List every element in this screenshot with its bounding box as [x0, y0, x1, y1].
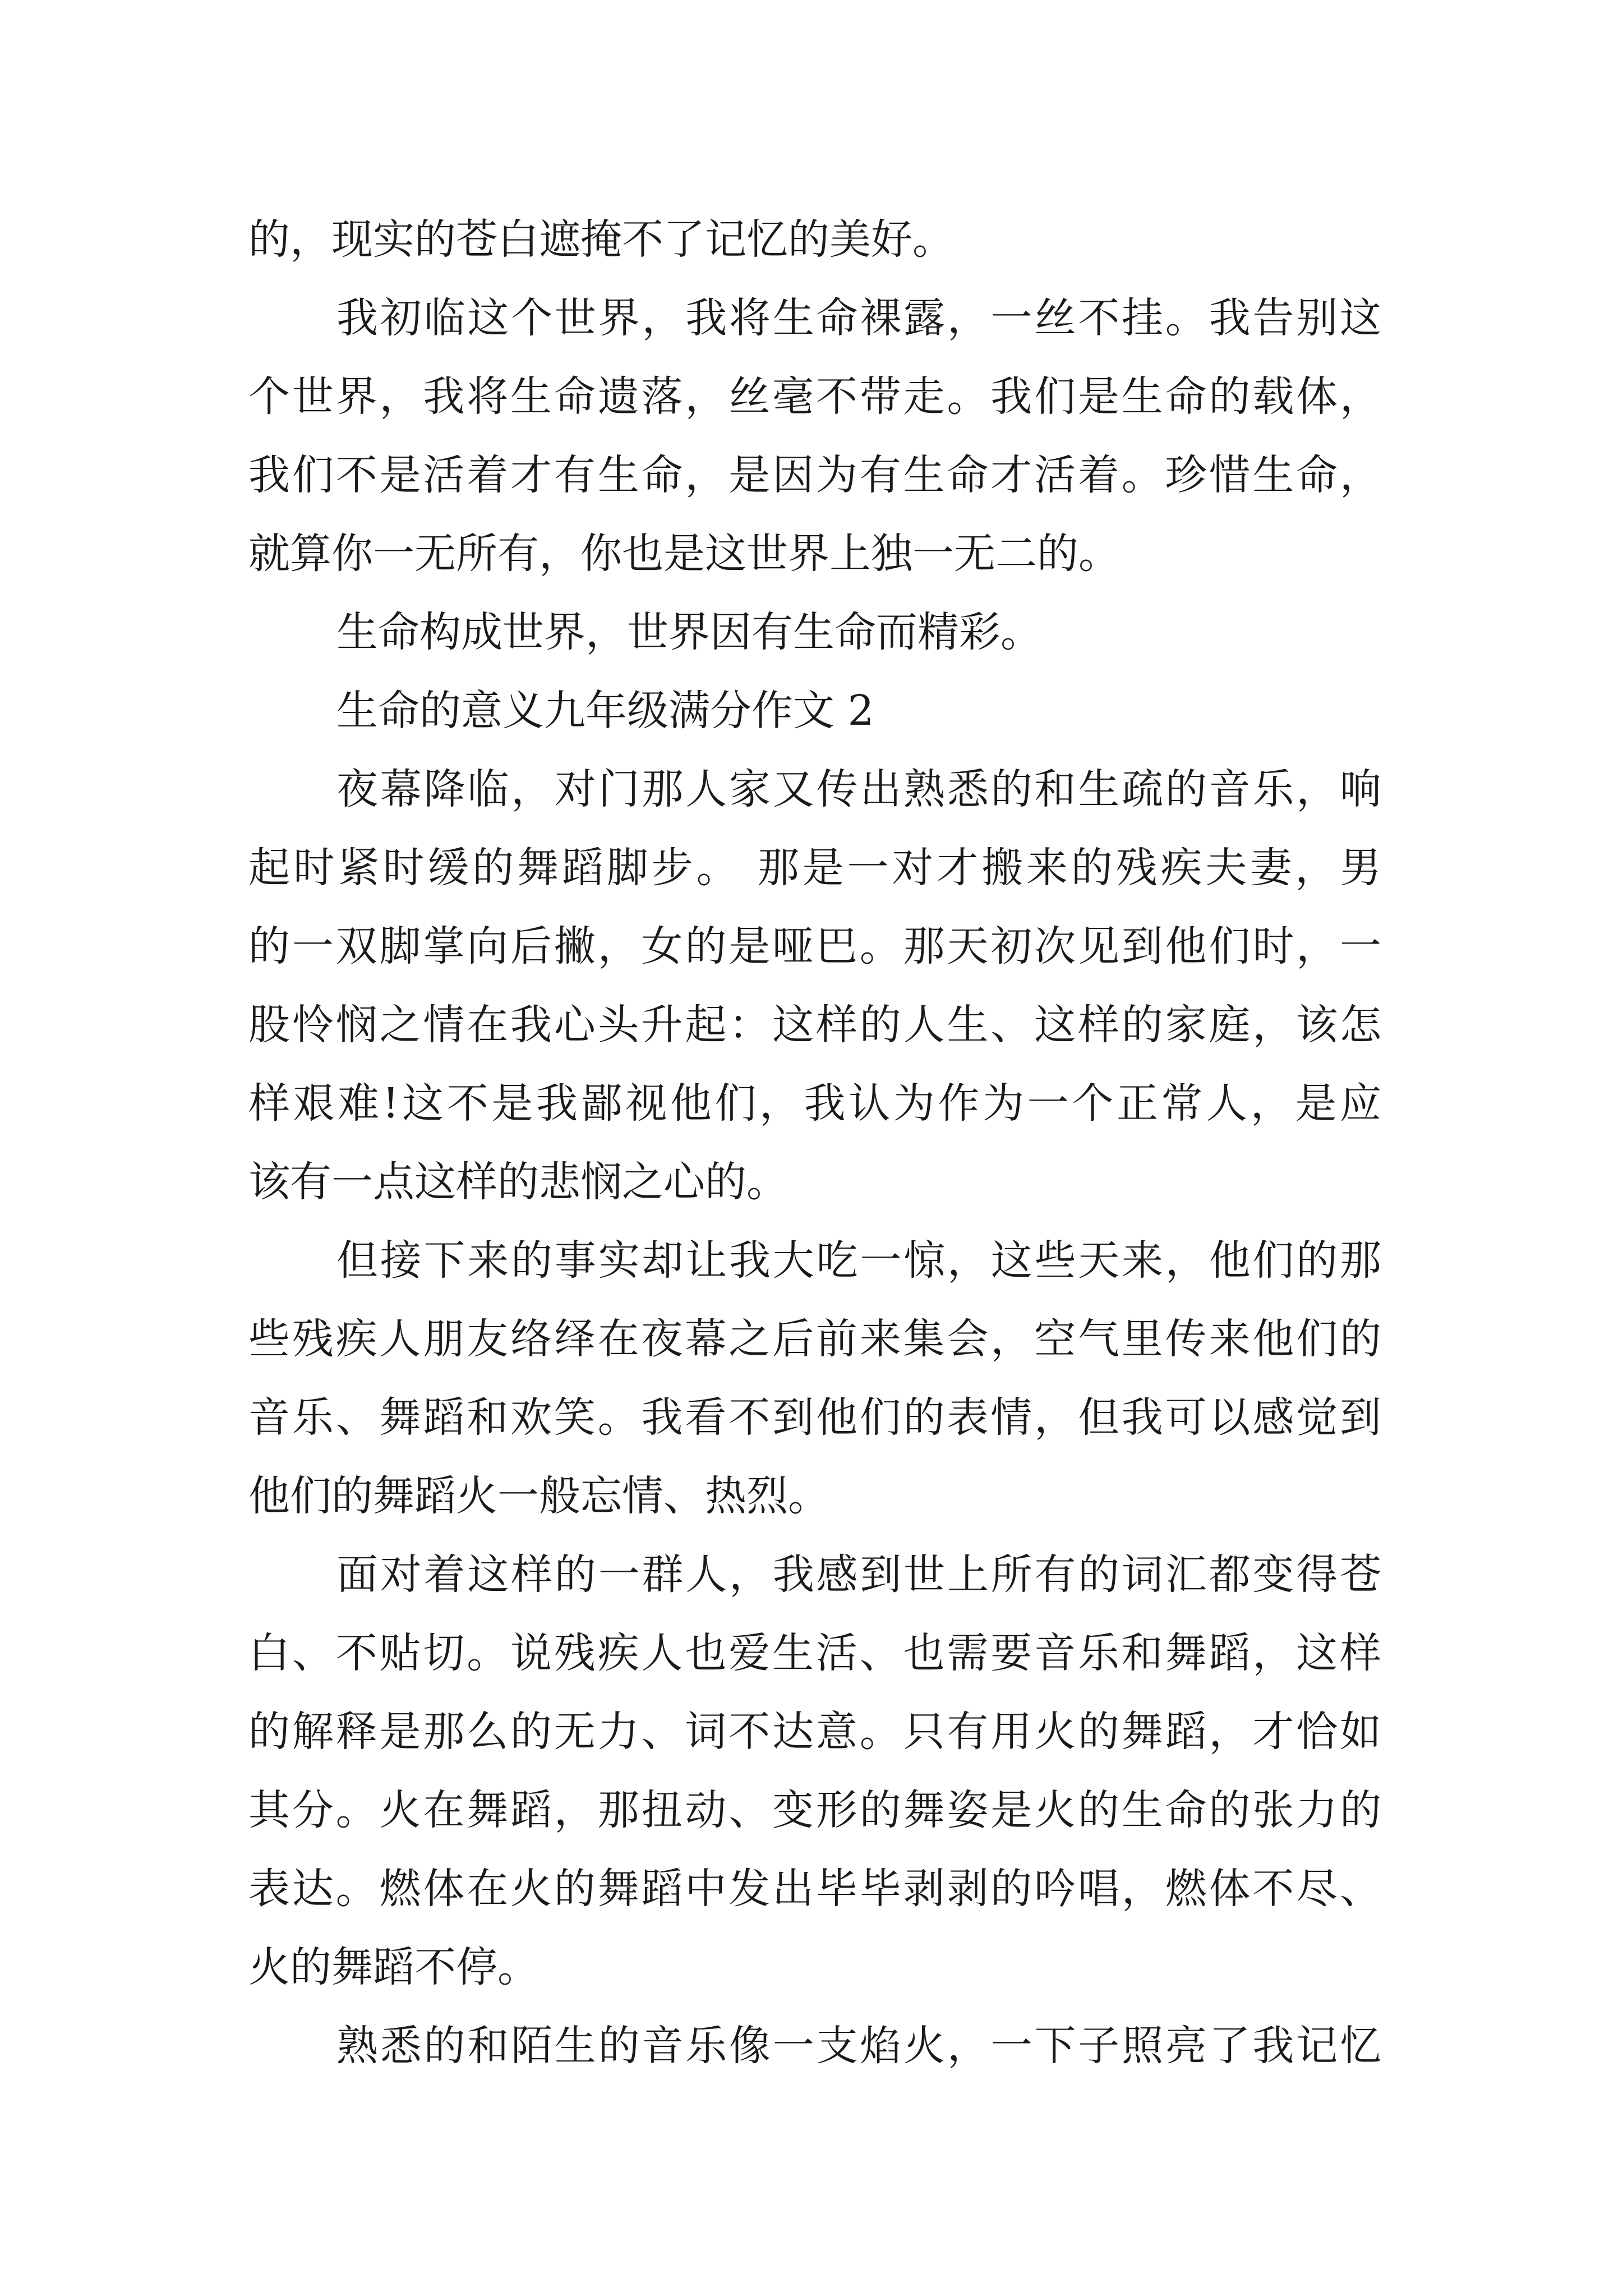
- text-line: 股怜悯之情在我心头升起：这样的人生、这样的家庭，该怎: [248, 1001, 1381, 1049]
- text-line: 面对着这样的一群人，我感到世上所有的词汇都变得苍: [336, 1550, 1381, 1599]
- section-heading: 生命的意义九年级满分作文 2: [336, 687, 874, 735]
- text-line: 白、不贴切。说残疾人也爱生活、也需要音乐和舞蹈，这样: [248, 1629, 1381, 1677]
- text-line: 些残疾人朋友络绎在夜幕之后前来集会，空气里传来他们的: [248, 1315, 1381, 1363]
- text-line: 但接下来的事实却让我大吃一惊，这些天来，他们的那: [336, 1236, 1381, 1285]
- text-line: 生命构成世界，世界因有生命而精彩。: [336, 608, 1042, 656]
- text-line: 个世界，我将生命遗落，丝毫不带走。我们是生命的载体，: [248, 372, 1381, 421]
- text-line: 表达。燃体在火的舞蹈中发出毕毕剥剥的吟唱，燃体不尽、: [248, 1865, 1381, 1913]
- text-line: 其分。火在舞蹈，那扭动、变形的舞姿是火的生命的张力的: [248, 1786, 1381, 1834]
- text-line: 的一双脚掌向后撇，女的是哑巴。那天初次见到他们时，一: [248, 922, 1381, 970]
- text-line: 我初临这个世界，我将生命裸露，一丝不挂。我告别这: [336, 294, 1381, 342]
- text-line: 样艰难!这不是我鄙视他们，我认为作为一个正常人，是应: [248, 1079, 1381, 1128]
- text-line: 我们不是活着才有生命，是因为有生命才活着。珍惜生命，: [248, 451, 1381, 499]
- text-line: 起时紧时缓的舞蹈脚步。 那是一对才搬来的残疾夫妻，男: [248, 844, 1381, 892]
- text-line: 夜幕降临，对门那人家又传出熟悉的和生疏的音乐，响: [336, 765, 1381, 813]
- text-line: 音乐、舞蹈和欢笑。我看不到他们的表情，但我可以感觉到: [248, 1393, 1381, 1442]
- text-line: 的，现实的苍白遮掩不了记忆的美好。: [248, 215, 954, 264]
- text-line: 就算你一无所有，你也是这世界上独一无二的。: [248, 530, 1120, 578]
- text-line: 火的舞蹈不停。: [248, 1943, 539, 1991]
- text-line: 熟悉的和陌生的音乐像一支焰火，一下子照亮了我记忆: [336, 2022, 1381, 2070]
- text-line: 他们的舞蹈火一般忘情、热烈。: [248, 1472, 829, 1520]
- text-line: 的解释是那么的无力、词不达意。只有用火的舞蹈，才恰如: [248, 1708, 1381, 1756]
- text-line: 该有一点这样的悲悯之心的。: [248, 1158, 788, 1206]
